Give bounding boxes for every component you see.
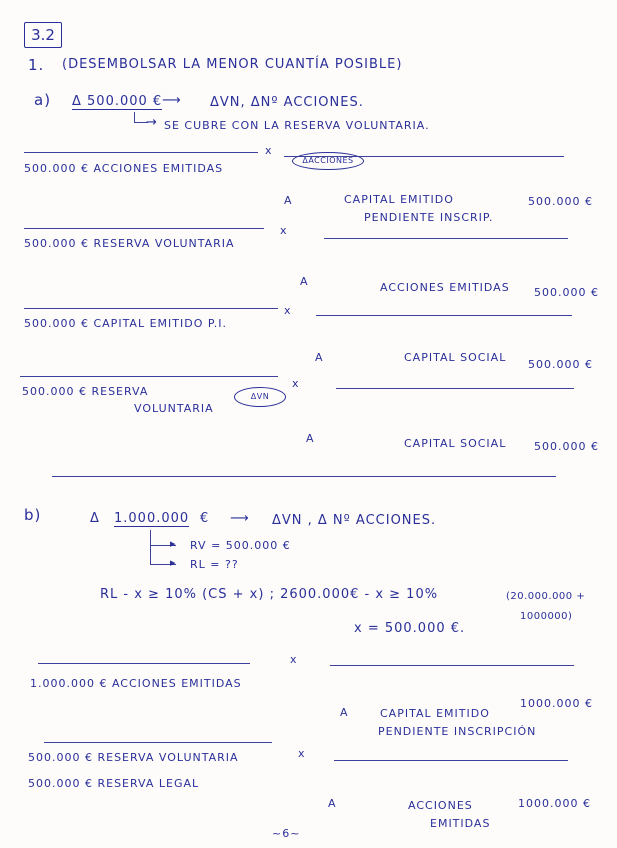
- part-a-statement: Δ 500.000 €: [72, 94, 163, 109]
- entry-debit: 500.000 € ACCIONES EMITIDAS: [24, 162, 224, 175]
- entry-debit-line: VOLUNTARIA: [134, 402, 214, 415]
- entry-credit-line: PENDIENTE INSCRIPCIÓN: [378, 725, 537, 738]
- entry-credit-line: ACCIONES EMITIDAS: [380, 281, 510, 294]
- journal-line: [44, 742, 272, 743]
- journal-line: [20, 376, 278, 377]
- equation-result: x = 500.000 €.: [354, 621, 466, 636]
- entry-credit-line: CAPITAL SOCIAL: [404, 437, 507, 450]
- entry-x-marker: x: [292, 377, 300, 390]
- equation-paren-top: (20.000.000 +: [506, 591, 586, 602]
- item-number: 1.: [28, 56, 45, 74]
- badge-text: ΔACCIONES: [302, 156, 354, 165]
- branch-line: [150, 530, 151, 564]
- entry-credit-amount: 500.000 €: [528, 195, 593, 208]
- entry-credit-line: CAPITAL SOCIAL: [404, 351, 507, 364]
- entry-a-marker: A: [340, 706, 349, 719]
- entry-a-marker: A: [315, 351, 324, 364]
- journal-line: [24, 308, 278, 309]
- part-b-delta: Δ: [90, 511, 100, 526]
- entry-credit-line: EMITIDAS: [430, 817, 491, 830]
- entry-debit-line: 500.000 € RESERVA LEGAL: [28, 777, 200, 790]
- branch-rl: RL = ??: [190, 558, 239, 571]
- arrow-right-icon: ⟶: [230, 511, 250, 526]
- journal-line: [334, 760, 568, 761]
- entry-a-marker: A: [300, 275, 309, 288]
- entry-x-marker: x: [284, 304, 292, 317]
- entry-credit-amount: 500.000 €: [534, 440, 599, 453]
- part-b-arrow-result: ΔVN , Δ Nº ACCIONES.: [272, 513, 437, 528]
- arrow-right-icon: ▸: [170, 556, 177, 569]
- item-title: (DESEMBOLSAR LA MENOR CUANTÍA POSIBLE): [62, 57, 403, 72]
- entry-credit-amount: 500.000 €: [528, 358, 593, 371]
- entry-credit-amount: 1000.000 €: [518, 797, 591, 810]
- accounts-badge: [234, 387, 286, 407]
- branch-line: [134, 112, 135, 122]
- entry-x-marker: x: [280, 224, 288, 237]
- entry-debit-line: 500.000 € RESERVA: [22, 385, 149, 398]
- badge-text: ΔVN: [250, 392, 270, 401]
- equation-paren-bottom: 1000000): [520, 611, 573, 622]
- part-a-arrow-result: ΔVN, ΔNº ACCIONES.: [210, 95, 364, 110]
- journal-line: [324, 238, 568, 239]
- journal-line: [330, 665, 574, 666]
- branch-rv: RV = 500.000 €: [190, 539, 291, 552]
- entry-a-marker: A: [284, 194, 293, 207]
- accounts-badge: [292, 152, 364, 170]
- part-a-sub-note: SE CUBRE CON LA RESERVA VOLUNTARIA.: [164, 119, 430, 132]
- footer-mark: ~6~: [272, 827, 301, 840]
- part-b-unit: €: [200, 511, 210, 526]
- part-a-label: a): [34, 91, 52, 109]
- entry-debit: 500.000 € CAPITAL EMITIDO P.I.: [24, 317, 228, 330]
- entry-credit-line: CAPITAL EMITIDO: [344, 193, 454, 206]
- entry-a-marker: A: [306, 432, 315, 445]
- entry-x-marker: x: [265, 144, 273, 157]
- entry-credit-amount: 1000.000 €: [520, 697, 593, 710]
- entry-credit-line: CAPITAL EMITIDO: [380, 707, 490, 720]
- journal-line: [38, 663, 250, 664]
- equation: RL - x ≥ 10% (CS + x) ; 2600.000€ - x ≥ 10%: [100, 587, 439, 602]
- arrow-right-icon: ▸: [170, 537, 177, 550]
- closing-line: [52, 476, 556, 477]
- entry-a-marker: A: [328, 797, 337, 810]
- entry-credit-line: ACCIONES: [408, 799, 473, 812]
- entry-credit-amount: 500.000 €: [534, 286, 599, 299]
- part-b-amount: 1.000.000: [114, 511, 190, 526]
- journal-line: [316, 315, 572, 316]
- entry-debit-line: 500.000 € RESERVA VOLUNTARIA: [28, 751, 239, 764]
- entry-credit-line: PENDIENTE INSCRIP.: [364, 211, 494, 224]
- exercise-number: 3.2: [31, 26, 55, 44]
- entry-debit: 1.000.000 € ACCIONES EMITIDAS: [30, 677, 242, 690]
- journal-line: [24, 152, 258, 153]
- arrow-right-icon: ⟶: [162, 93, 182, 108]
- entry-x-marker: x: [290, 653, 298, 666]
- entry-debit: 500.000 € RESERVA VOLUNTARIA: [24, 237, 235, 250]
- part-b-label: b): [24, 506, 42, 524]
- journal-line: [336, 388, 574, 389]
- arrow-right-icon: →: [146, 115, 158, 130]
- exercise-number-box: [24, 22, 62, 48]
- entry-x-marker: x: [298, 747, 306, 760]
- journal-line: [24, 228, 264, 229]
